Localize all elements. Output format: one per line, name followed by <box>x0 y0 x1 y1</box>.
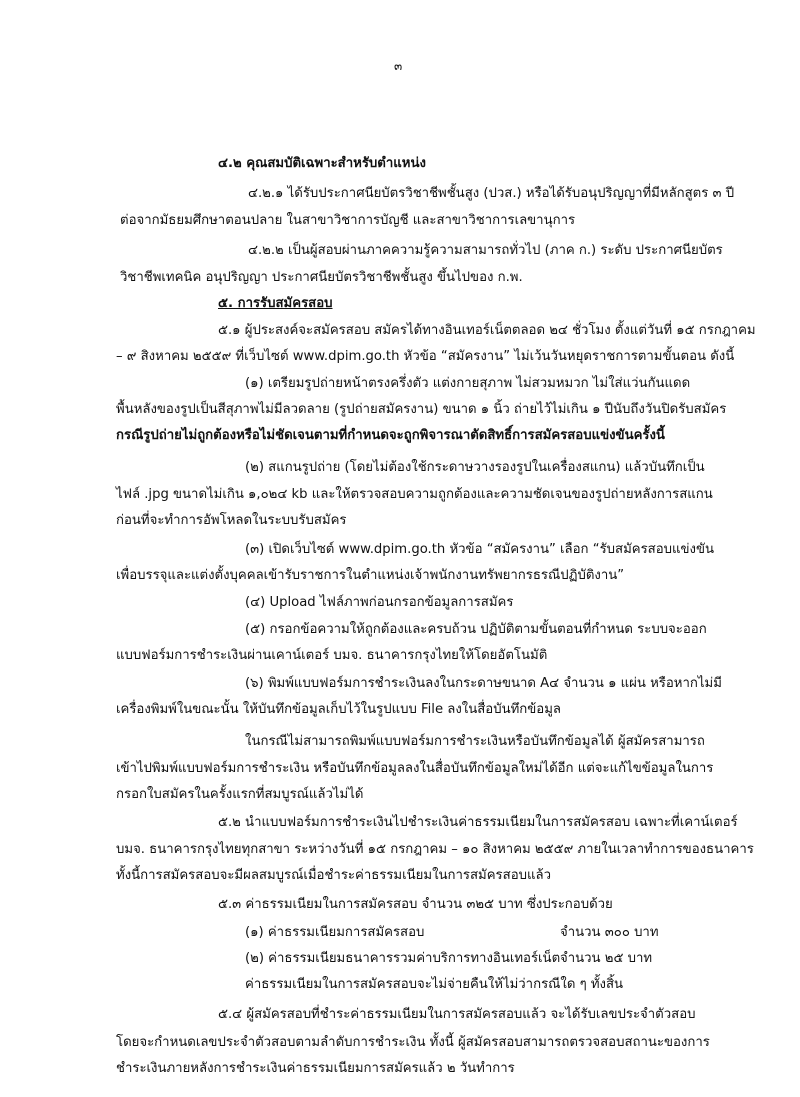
section-5-4-line-2: โดยจะกำหนดเลขประจำตัวสอบตามลำดับการชำระเงิน ทั้งนี้ ผู้สมัครสอบสามารถตรวจสอบสถานะของการ <box>116 1035 710 1050</box>
note-line-2: เข้าไปพิมพ์แบบฟอร์มการชำระเงิน หรือบันทึกข้อมูลลงในสื่อบันทึกข้อมูลใหม่ได้อีก แต่จะแก้ไขข้อมูลในการ <box>116 761 714 776</box>
section-5-heading: ๕. การรับสมัครสอบ <box>218 296 333 311</box>
section-5-4-line-1: ๕.๔ ผู้สมัครสอบที่ชำระค่าธรรมเนียมในการสมัครสอบแล้ว จะได้รับเลขประจำตัวสอบ <box>218 1007 696 1022</box>
item-2-line-3: ก่อนที่จะทำการอัพโหลดในระบบรับสมัคร <box>116 513 347 528</box>
fee-2-amount: จำนวน ๒๕ บาท <box>560 951 653 966</box>
section-5-1-line-2: – ๙ สิงหาคม ๒๕๕๙ ที่เว็บไซต์ www.dpim.go.th หัวข้อ “สมัครงาน” ไม่เว้นวันหยุดราชการตามขั้นตอน ดังนี้ <box>116 349 735 364</box>
fee-1-amount: จำนวน ๓๐๐ บาท <box>560 925 659 940</box>
item-2-line-2: ไฟล์ .jpg ขนาดไม่เกิน ๑,๐๒๔ kb และให้ตรวจสอบความถูกต้องและความชัดเจนของรูปถ่ายหลังการสแกน <box>116 487 713 502</box>
item-5-line-1: (๕) กรอกข้อความให้ถูกต้องและครบถ้วน ปฏิบัติตามขั้นตอนที่กำหนด ระบบจะออก <box>245 622 707 637</box>
section-5-2-line-1: ๕.๒ นำแบบฟอร์มการชำระเงินไปชำระเงินค่าธรรมเนียมในการสมัครสอบ เฉพาะที่เคาน์เตอร์ <box>218 815 738 830</box>
item-3-line-2: เพื่อบรรจุและแต่งตั้งบุคคลเข้ารับราชการในตำแหน่งเจ้าพนักงานทรัพยากรธรณีปฏิบัติงาน” <box>116 568 625 583</box>
note-line-1: ในกรณีไม่สามารถพิมพ์แบบฟอร์มการชำระเงินหรือบันทึกข้อมูลได้ ผู้สมัครสามารถ <box>245 734 705 749</box>
section-5-1-line-1: ๕.๑ ผู้ประสงค์จะสมัครสอบ สมัครได้ทางอินเทอร์เน็ตตลอด ๒๔ ชั่วโมง ตั้งแต่วันที่ ๑๕ กรกฎาคม <box>218 323 756 338</box>
fee-note: ค่าธรรมเนียมในการสมัครสอบจะไม่จ่ายคืนให้ไม่ว่ากรณีใด ๆ ทั้งสิ้น <box>245 977 624 992</box>
section-5-3-line-1: ๕.๓ ค่าธรรมเนียมในการสมัครสอบ จำนวน ๓๒๕ บาท ซึ่งประกอบด้วย <box>218 897 613 912</box>
section-4-2-1-line-1: ๔.๒.๑ ได้รับประกาศนียบัตรวิชาชีพชั้นสูง (ปวส.) หรือได้รับอนุปริญญาที่มีหลักสูตร ๓ ปี <box>248 186 735 201</box>
section-4-2-1-line-2: ต่อจากมัธยมศึกษาตอนปลาย ในสาขาวิชาการบัญชี และสาขาวิชาการเลขานุการ <box>120 213 576 228</box>
item-1-line-2: พื้นหลังของรูปเป็นสีสุภาพไม่มีลวดลาย (รูปถ่ายสมัครงาน) ขนาด ๑ นิ้ว ถ่ายไว้ไม่เกิน ๑ ปีนับถึงวันปิดรับสมัคร <box>116 402 727 417</box>
section-4-2-heading: ๔.๒ คุณสมบัติเฉพาะสำหรับตำแหน่ง <box>218 156 426 171</box>
item-1-line-3: กรณีรูปถ่ายไม่ถูกต้องหรือไม่ชัดเจนตามที่กำหนดจะถูกพิจารณาตัดสิทธิ์การสมัครสอบแข่งขันครั้งนี้ <box>116 428 665 443</box>
section-5-2-line-2: บมจ. ธนาคารกรุงไทยทุกสาขา ระหว่างวันที่ ๑๕ กรกฎาคม – ๑๐ สิงหาคม ๒๕๕๙ ภายในเวลาทำการของธนาคาร <box>116 842 754 857</box>
note-line-3: กรอกใบสมัครในครั้งแรกที่สมบูรณ์แล้วไม่ได้ <box>116 787 364 802</box>
fee-2-label: (๒) ค่าธรรมเนียมธนาคารรวมค่าบริการทางอินเทอร์เน็ต <box>245 951 561 966</box>
item-6-line-2: เครื่องพิมพ์ในขณะนั้น ให้บันทึกข้อมูลเก็บไว้ในรูปแบบ File ลงในสื่อบันทึกข้อมูล <box>116 702 561 717</box>
page-number: ๓ <box>394 59 403 73</box>
item-2-line-1: (๒) สแกนรูปถ่าย (โดยไม่ต้องใช้กระดาษวางรองรูปในเครื่องสแกน) แล้วบันทึกเป็น <box>245 460 705 475</box>
item-6-line-1: (๖) พิมพ์แบบฟอร์มการชำระเงินลงในกระดาษขนาด A๔ จำนวน ๑ แผ่น หรือหากไม่มี <box>245 676 722 691</box>
fee-1-label: (๑) ค่าธรรมเนียมการสมัครสอบ <box>245 925 425 940</box>
item-3-line-1: (๓) เปิดเว็บไซต์ www.dpim.go.th หัวข้อ “สมัครงาน” เลือก “รับสมัครสอบแข่งขัน <box>245 542 714 557</box>
section-5-4-line-3: ชำระเงินภายหลังการชำระเงินค่าธรรมเนียมการสมัครแล้ว ๒ วันทำการ <box>116 1061 515 1076</box>
section-4-2-2-line-1: ๔.๒.๒ เป็นผู้สอบผ่านภาคความรู้ความสามารถทั่วไป (ภาค ก.) ระดับ ประกาศนียบัตร <box>248 243 723 258</box>
section-5-2-line-3: ทั้งนี้การสมัครสอบจะมีผลสมบูรณ์เมื่อชำระค่าธรรมเนียมในการสมัครสอบแล้ว <box>116 868 551 883</box>
item-5-line-2: แบบฟอร์มการชำระเงินผ่านเคาน์เตอร์ บมจ. ธนาคารกรุงไทยให้โดยอัตโนมัติ <box>116 648 548 663</box>
item-1-line-1: (๑) เตรียมรูปถ่ายหน้าตรงครึ่งตัว แต่งกายสุภาพ ไม่สวมหมวก ไม่ใส่แว่นกันแดด <box>245 376 691 391</box>
section-4-2-2-line-2: วิชาชีพเทคนิค อนุปริญญา ประกาศนียบัตรวิชาชีพชั้นสูง ขึ้นไปของ ก.พ. <box>120 270 523 285</box>
item-4-line-1: (๔) Upload ไฟล์ภาพก่อนกรอกข้อมูลการสมัคร <box>245 595 514 610</box>
